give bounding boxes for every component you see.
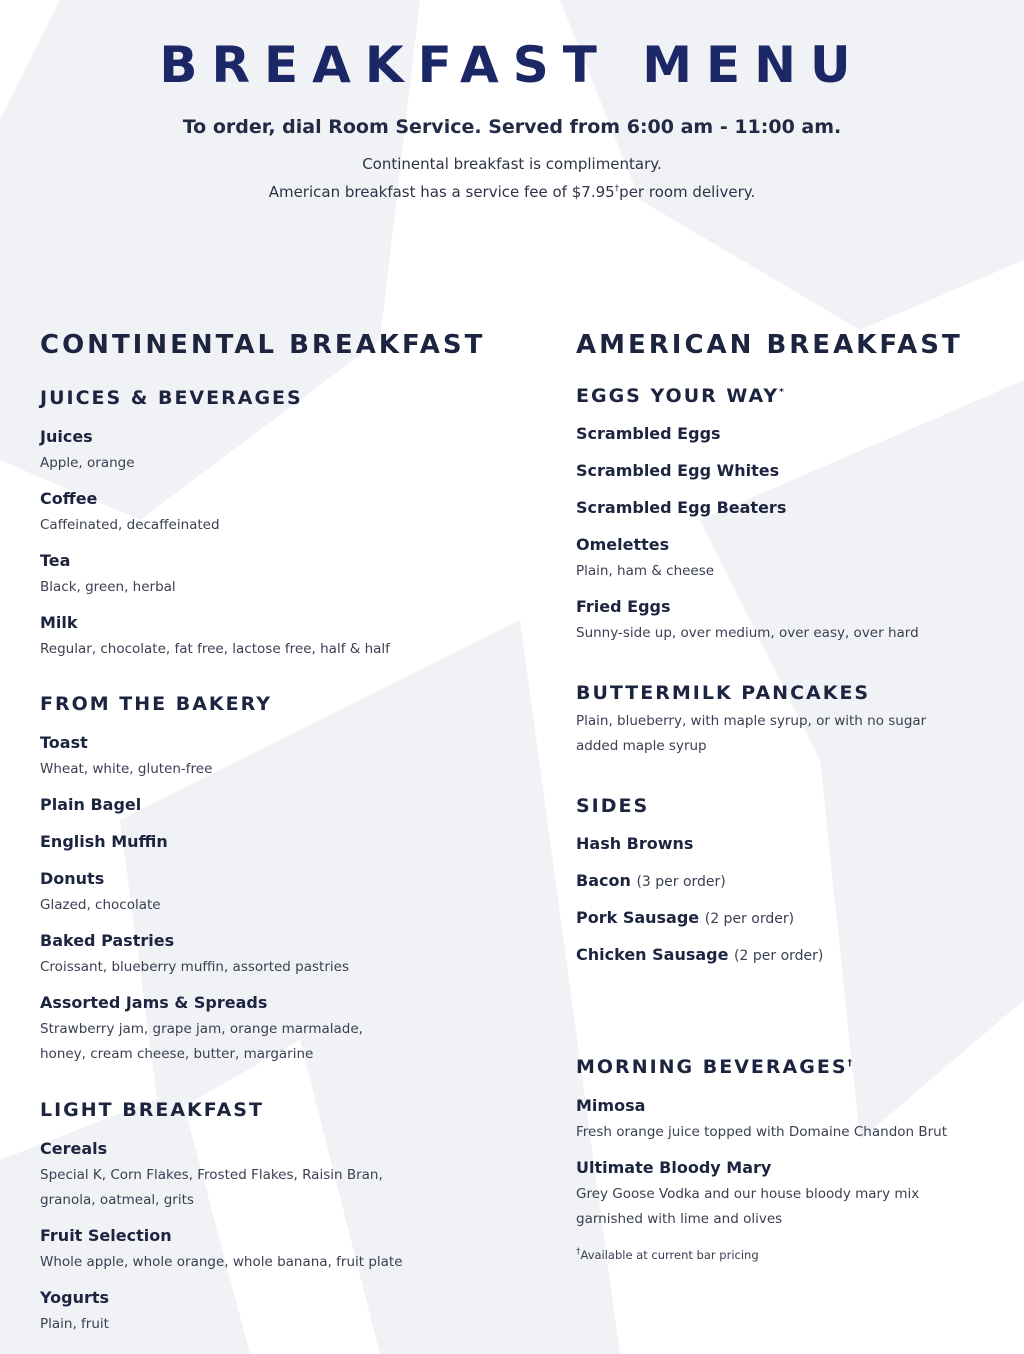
item-cereals-desc-1: Special K, Corn Flakes, Frosted Flakes, Raisin Bran, — [40, 1167, 383, 1183]
item-fruit-selection-desc: Whole apple, whole orange, whole banana, fruit plate — [40, 1254, 403, 1270]
item-mimosa-desc: Fresh orange juice topped with Domaine Chandon Brut — [576, 1124, 948, 1140]
item-tea-desc: Black, green, herbal — [40, 579, 176, 595]
item-yogurts-desc: Plain, fruit — [40, 1316, 109, 1332]
dagger-mark: † — [847, 1058, 855, 1069]
item-bloody-mary: Ultimate Bloody Mary — [576, 1158, 772, 1177]
category-morning-beverages — [576, 1056, 854, 1078]
item-scrambled-egg-beaters: Scrambled Egg Beaters — [576, 498, 787, 517]
item-bacon-note: (3 per order) — [636, 874, 726, 890]
item-scrambled-eggs: Scrambled Eggs — [576, 424, 721, 443]
item-hash-browns: Hash Browns — [576, 834, 694, 853]
category-from-the-bakery: FROM THE BAKERY — [40, 693, 272, 715]
category-juices-beverages: JUICES & BEVERAGES — [40, 387, 303, 409]
item-fruit-selection: Fruit Selection — [40, 1226, 172, 1245]
item-coffee: Coffee — [40, 489, 98, 508]
section-title-american: AMERICAN BREAKFAST — [576, 330, 963, 360]
item-scrambled-egg-whites: Scrambled Egg Whites — [576, 461, 780, 480]
category-eggs-your-way-label: EGGS YOUR WAY — [576, 385, 780, 407]
item-bacon — [576, 871, 726, 890]
item-toast: Toast — [40, 733, 88, 752]
item-mimosa: Mimosa — [576, 1096, 646, 1115]
item-fried-eggs-desc: Sunny-side up, over medium, over easy, over hard — [576, 625, 919, 641]
section-title-continental: CONTINENTAL BREAKFAST — [40, 330, 486, 360]
category-eggs-your-way — [576, 385, 786, 407]
item-milk-desc: Regular, chocolate, fat free, lactose free, half & half — [40, 641, 390, 657]
item-coffee-desc: Caffeinated, decaffeinated — [40, 517, 220, 533]
category-light-breakfast: LIGHT BREAKFAST — [40, 1099, 264, 1121]
page-title: BREAKFAST MENU — [159, 36, 865, 94]
item-omelettes-desc: Plain, ham & cheese — [576, 563, 715, 579]
category-morning-beverages-label: MORNING BEVERAGES — [576, 1056, 848, 1078]
item-yogurts: Yogurts — [40, 1288, 110, 1307]
item-english-muffin: English Muffin — [40, 832, 168, 851]
category-buttermilk-pancakes: BUTTERMILK PANCAKES — [576, 682, 871, 704]
item-milk: Milk — [40, 613, 78, 632]
item-fried-eggs: Fried Eggs — [576, 597, 671, 616]
pancakes-desc-2: added maple syrup — [576, 738, 707, 754]
bar-pricing-footnote — [576, 1247, 759, 1262]
order-instructions: To order, dial Room Service. Served from 6:00 am - 11:00 am. — [182, 116, 842, 138]
item-donuts: Donuts — [40, 869, 105, 888]
item-tea: Tea — [40, 551, 71, 570]
item-cereals: Cereals — [40, 1139, 108, 1158]
item-plain-bagel: Plain Bagel — [40, 795, 142, 814]
american-fee-note — [0, 183, 1024, 201]
item-jams-spreads: Assorted Jams & Spreads — [40, 993, 268, 1012]
item-bloody-mary-desc-2: garnished with lime and olives — [576, 1211, 783, 1227]
pancakes-desc-1: Plain, blueberry, with maple syrup, or with no sugar — [576, 713, 927, 729]
item-bacon-label: Bacon — [576, 871, 631, 890]
item-pork-sausage-label: Pork Sausage — [576, 908, 700, 927]
bar-pricing-footnote-text: Available at current bar pricing — [580, 1247, 759, 1262]
item-baked-pastries: Baked Pastries — [40, 931, 175, 950]
item-donuts-desc: Glazed, chocolate — [40, 897, 161, 913]
item-jams-spreads-desc-2: honey, cream cheese, butter, margarine — [40, 1046, 314, 1062]
item-chicken-sausage-note: (2 per order) — [734, 948, 824, 964]
item-pork-sausage — [576, 908, 794, 927]
item-juices: Juices — [40, 427, 93, 446]
item-jams-spreads-desc-1: Strawberry jam, grape jam, orange marmalade, — [40, 1021, 363, 1037]
item-cereals-desc-2: granola, oatmeal, grits — [40, 1192, 194, 1208]
american-fee-note-tail: per room delivery. — [619, 183, 756, 201]
dagger-mark: † — [576, 1247, 581, 1257]
item-bloody-mary-desc-1: Grey Goose Vodka and our house bloody mary mix — [576, 1186, 920, 1202]
item-omelettes: Omelettes — [576, 535, 670, 554]
asterisk-mark: * — [779, 387, 786, 398]
category-sides: SIDES — [576, 795, 650, 817]
dagger-mark: † — [614, 184, 620, 194]
item-pork-sausage-note: (2 per order) — [704, 911, 795, 927]
american-fee-note-text: American breakfast has a service fee of $7.95 — [268, 183, 615, 201]
item-chicken-sausage — [576, 945, 823, 964]
item-toast-desc: Wheat, white, gluten-free — [40, 761, 213, 777]
item-chicken-sausage-label: Chicken Sausage — [576, 945, 729, 964]
continental-fee-note: Continental breakfast is complimentary. — [362, 155, 662, 173]
item-juices-desc: Apple, orange — [40, 455, 135, 471]
item-baked-pastries-desc: Croissant, blueberry muffin, assorted pastries — [40, 959, 349, 975]
